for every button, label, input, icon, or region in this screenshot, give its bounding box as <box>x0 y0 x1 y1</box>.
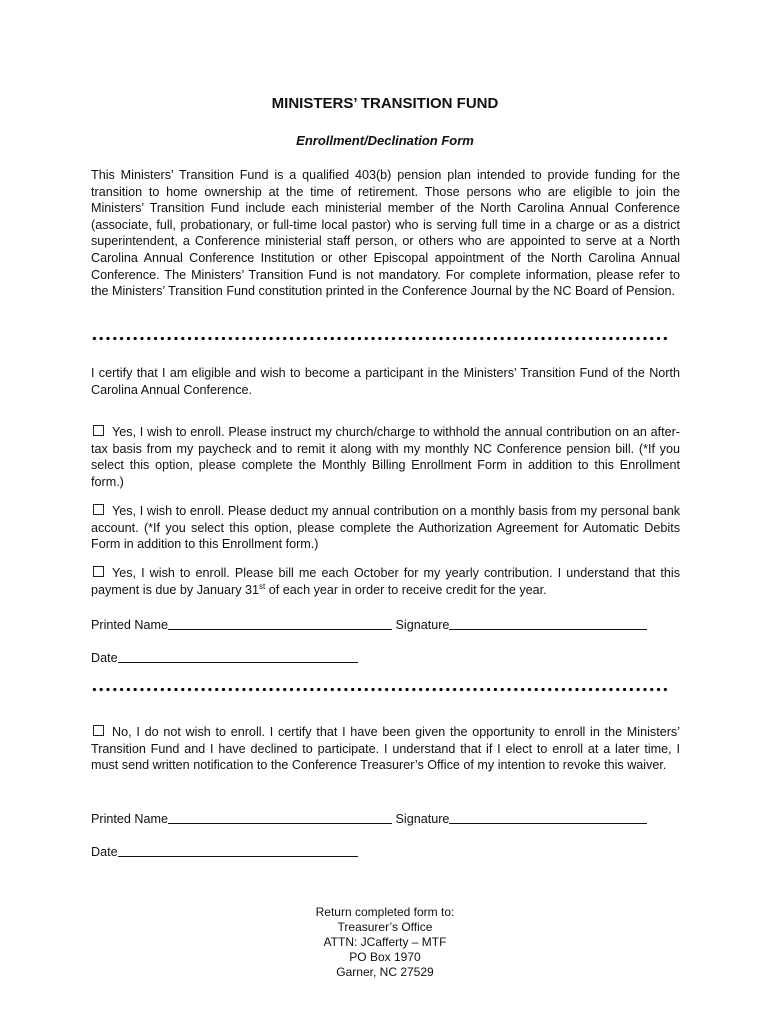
return-line-2: Treasurer’s Office <box>337 920 433 934</box>
form-subtitle: Enrollment/Declination Form <box>296 133 474 148</box>
dotted-divider-2 <box>91 687 669 692</box>
decline-printed-name-field[interactable] <box>168 811 392 824</box>
enroll-signature-row <box>91 617 647 632</box>
printed-name-label: Printed Name <box>91 618 168 632</box>
form-title: MINISTERS’ TRANSITION FUND <box>271 95 499 112</box>
return-address <box>0 905 770 980</box>
option-bill-text-a: Yes, I wish to enroll. Please bill me each October for my yearly contribution. I understand that this payment is due by January 31 <box>91 566 680 597</box>
option-bill-text-b: of each year in order to receive credit for the year. <box>265 582 547 597</box>
decline-signature-field[interactable] <box>449 811 647 824</box>
certify-paragraph: I certify that I am eligible and wish to become a participant in the Ministers’ Transition Fund of the North Carolina Annual Conference. <box>91 366 680 397</box>
decline-date-row <box>91 844 358 859</box>
return-line-4: PO Box 1970 <box>349 950 421 964</box>
signature-label: Signature <box>395 618 450 632</box>
dotted-divider-1 <box>91 336 669 341</box>
option-payroll-enroll <box>91 424 680 490</box>
decline-signature-row <box>91 811 647 826</box>
enroll-date-row <box>91 650 358 665</box>
return-line-1: Return completed form to: <box>315 905 455 919</box>
option-bank-text: Yes, I wish to enroll. Please deduct my annual contribution on a monthly basis from my personal bank account. (*If you select this option, please complete the Authorization Agreement for Automatic Debits Form in addition to this Enrollment form.) <box>91 504 680 552</box>
option-decline-text: No, I do not wish to enroll. I certify that I have been given the opportunity to enroll in the Ministers’ Transition Fund and I have declined to participate. I understand that if I elect to enroll at a later time, I must send written notification to the Conference Treasurer’s Office of my intention to revoke this waiver. <box>91 725 680 773</box>
option-decline <box>91 724 680 774</box>
decline-printed-name-label: Printed Name <box>91 812 168 826</box>
checkbox-bill-enroll[interactable] <box>93 566 104 577</box>
option-bill-sup: st <box>259 581 266 591</box>
checkbox-bank-enroll[interactable] <box>93 504 104 515</box>
checkbox-payroll-enroll[interactable] <box>93 425 104 436</box>
decline-date-label: Date <box>91 845 118 859</box>
printed-name-field[interactable] <box>168 617 392 630</box>
date-label: Date <box>91 651 118 665</box>
decline-signature-label: Signature <box>395 812 450 826</box>
option-payroll-text: Yes, I wish to enroll. Please instruct my church/charge to withhold the annual contribution on an after-tax basis from my paycheck and to remit it along with my monthly NC Conference pension bill. (*If you select this option, please complete the Monthly Billing Enrollment Form in addition to this Enrollment form.) <box>91 425 680 489</box>
date-field[interactable] <box>118 650 358 663</box>
return-line-3: ATTN: JCafferty – MTF <box>323 935 447 949</box>
signature-field[interactable] <box>449 617 647 630</box>
return-line-5: Garner, NC 27529 <box>336 965 434 979</box>
checkbox-decline[interactable] <box>93 725 104 736</box>
option-bill-enroll <box>91 565 680 598</box>
decline-date-field[interactable] <box>118 844 358 857</box>
intro-paragraph: This Ministers’ Transition Fund is a qualified 403(b) pension plan intended to provide funding for the transition to home ownership at the time of retirement. Those persons who are eligible to join the Ministers’ Transition Fund include each ministerial member of the North Carolina Annual Conference (associate, full, probationary, or full-time local pastor) who is serving full time in a charge or as a district superintendent, a Conference ministerial staff person, or others who are appointed to serve at a North Carolina Annual Conference Institution or other Episcopal appointment of the North Carolina Annual Conference. The Ministers’ Transition Fund is not mandatory. For complete information, please refer to the Ministers’ Transition Fund constitution printed in the Conference Journal by the NC Board of Pension. <box>91 168 680 299</box>
option-bank-enroll <box>91 503 680 553</box>
